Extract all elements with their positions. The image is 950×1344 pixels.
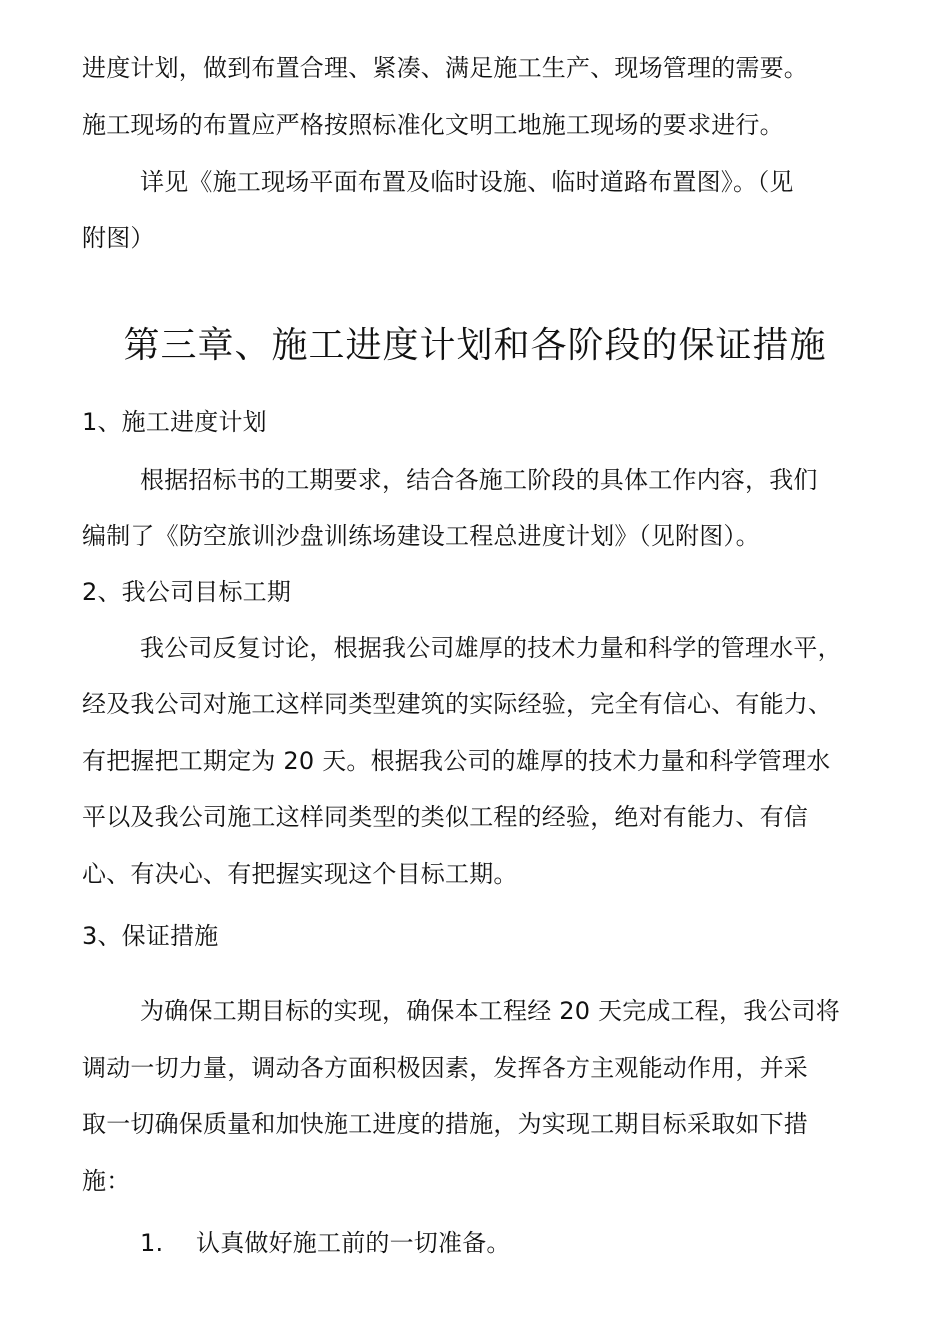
section-3-line-1: 为确保工期目标的实现，确保本工程经 20 天完成工程，我公司将 xyxy=(140,997,840,1025)
section-3-line-4: 施： xyxy=(82,1167,131,1195)
section-3-line-2: 调动一切力量，调动各方面积极因素，发挥各方主观能动作用，并采 xyxy=(82,1054,808,1082)
section-2-line-1: 我公司反复讨论，根据我公司雄厚的技术力量和科学的管理水平， xyxy=(140,634,842,662)
section-2-line-4: 平以及我公司施工这样同类型的类似工程的经验，绝对有能力、有信 xyxy=(82,803,808,831)
list-item-text: 认真做好施工前的一切准备。 xyxy=(196,1229,511,1257)
para-text-post: 工程总进度计划》（见附图）。 xyxy=(445,522,760,550)
intro-line-1: 进度计划，做到布置合理、紧凑、满足施工生产、现场管理的需要。 xyxy=(82,54,808,82)
section-1-heading: 1、施工进度计划 xyxy=(82,408,267,436)
section-2-line-5: 心、有决心、有把握实现这个目标工期。 xyxy=(82,860,518,888)
intro-line-4: 附图） xyxy=(82,224,155,252)
list-item-1 xyxy=(140,1227,511,1259)
section-2-line-2: 经及我公司对施工这样同类型建筑的实际经验，完全有信心、有能力、 xyxy=(82,690,833,718)
section-2-line-3: 有把握把工期定为 20 天。根据我公司的雄厚的技术力量和科学管理水 xyxy=(82,747,831,775)
section-3-heading: 3、保证措施 xyxy=(82,922,219,950)
section-1-para-line-2 xyxy=(82,520,760,552)
chapter-title: 第三章、施工进度计划和各阶段的保证措施 xyxy=(123,325,827,366)
intro-line-2: 施工现场的布置应严格按照标准化文明工地施工现场的要求进行。 xyxy=(82,111,784,139)
project-name: 防空旅训沙盘训练场建设 xyxy=(178,522,446,550)
section-3-line-3: 取一切确保质量和加快施工进度的措施，为实现工期目标采取如下措 xyxy=(82,1110,808,1138)
list-item-number: 1. xyxy=(140,1229,164,1257)
section-1-para-line-1: 根据招标书的工期要求，结合各施工阶段的具体工作内容，我们 xyxy=(140,466,818,494)
intro-line-3: 详见《施工现场平面布置及临时设施、临时道路布置图》。（见 xyxy=(140,168,794,196)
section-2-heading: 2、我公司目标工期 xyxy=(82,578,292,606)
para-text-pre: 编制了《 xyxy=(82,522,179,550)
